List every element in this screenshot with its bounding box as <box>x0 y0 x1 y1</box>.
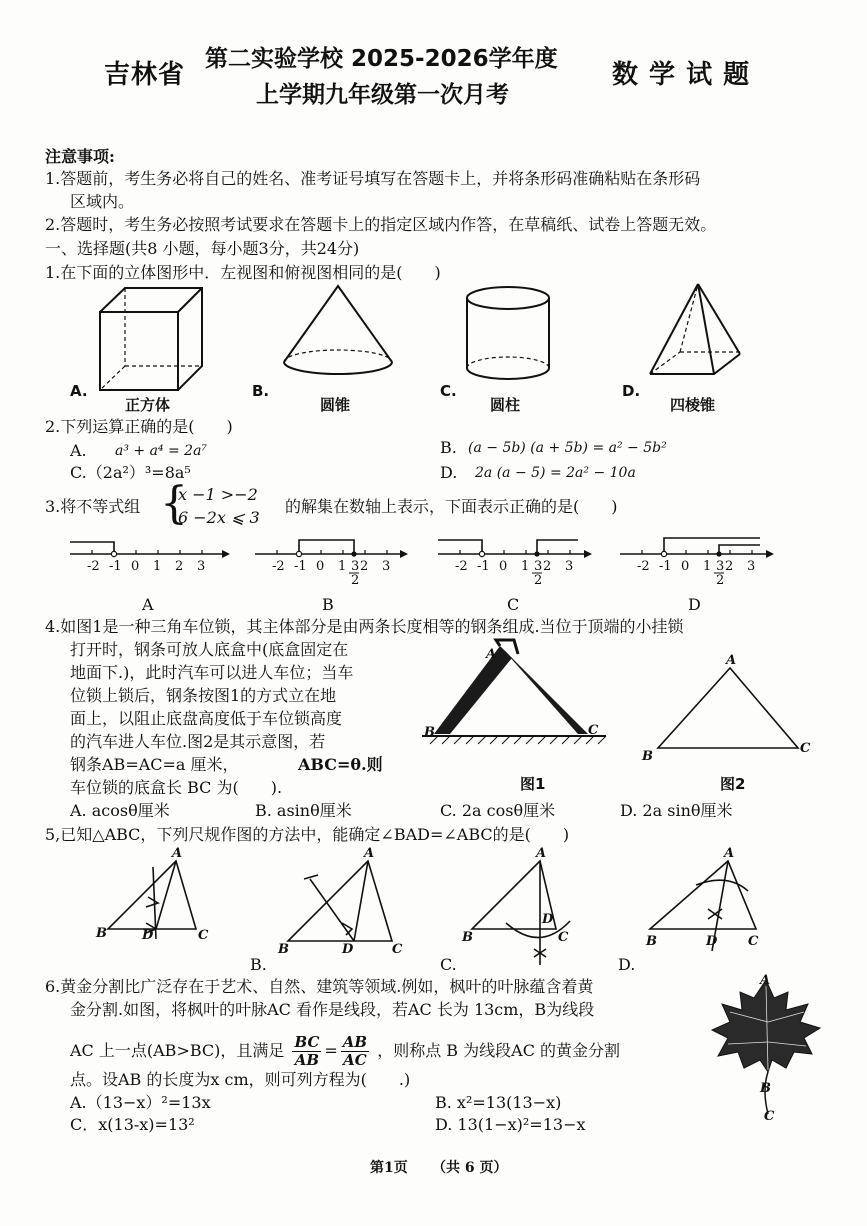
q6-frac2-num: AB <box>342 1033 368 1051</box>
fig-d-label-b: B <box>646 934 657 949</box>
q3-label-a[interactable]: A <box>142 595 154 614</box>
notes-item1-line1: 1.答题前，考生务必将自己的姓名、准考证号填写在答题卡上，并将条形码准确粘贴在条形码 <box>45 169 701 188</box>
maple-leaf-figure <box>708 972 838 1122</box>
q4-line7-b: ABC=θ.则 <box>298 755 383 774</box>
q6-line3-pre: AC 上一点(AB>BC)，且满足 <box>70 1041 285 1060</box>
q6-frac2-den: AC <box>343 1051 367 1069</box>
fig-d-label-d: D <box>706 934 718 949</box>
fig-d-label-c: C <box>748 934 759 949</box>
fig-b-label-d: D <box>342 942 354 957</box>
tick-label: -1 <box>294 559 307 574</box>
q6-frac2 <box>341 1034 369 1069</box>
q6-option-b[interactable]: B. x²=13(13−x) <box>435 1093 562 1112</box>
q4-line8: 车位锁的底盒长 BC 为( ). <box>70 778 283 797</box>
solution-bracket <box>299 540 354 554</box>
q3-label-c[interactable]: C <box>507 595 520 614</box>
header-term-line: 上学期九年级第一次月考 <box>256 82 509 108</box>
q6-line2: 金分割.如图，将枫叶的叶脉AC 看作是线段，若AC 长为 13cm，B为线段 <box>70 1000 595 1019</box>
q4-line2: 打开时，钢条可放人底盒中(底盒固定在 <box>70 640 349 659</box>
q2-option-d-letter[interactable]: D. <box>440 463 458 482</box>
cube-figure <box>100 288 202 390</box>
fig-b-label-c: C <box>392 942 403 957</box>
q4-option-d[interactable]: D. 2a sinθ厘米 <box>620 801 733 820</box>
q6-eq: = <box>324 1041 338 1060</box>
fig2-label-c: C <box>800 741 811 756</box>
tick-label: -2 <box>637 559 650 574</box>
q2-option-a: a³ + a⁴ = 2a⁷ <box>115 443 208 459</box>
tick-label: -2 <box>272 559 285 574</box>
q5-option-d-letter[interactable]: D. <box>618 955 636 974</box>
tick-frac-num: 3 <box>534 559 543 574</box>
q1-option-a-letter[interactable]: A. <box>70 382 88 400</box>
axis-arrow <box>222 550 230 558</box>
q1-option-b-caption: 圆锥 <box>320 396 351 414</box>
tick-label: -1 <box>659 559 672 574</box>
tick-label: 2 <box>725 559 734 574</box>
q1-option-d-caption: 四棱锥 <box>670 396 716 414</box>
fig-c-label-d: D <box>542 912 554 927</box>
endpoint-dot <box>296 551 301 556</box>
q2-option-d: 2a (a − 5) = 2a² − 10a <box>475 465 636 481</box>
q6-frac1 <box>292 1034 321 1069</box>
solution-bracket <box>664 538 760 554</box>
fig-a-label-c: C <box>198 928 209 943</box>
axis-arrow <box>400 550 408 558</box>
q4-line3: 地面下.)，此时汽车可以进人车位；当车 <box>70 663 354 682</box>
q4-line1: 4.如图1是一种三角车位锁，其主体部分是由两条长度相等的钢条组成.当位于顶端的小挂锁 <box>45 617 684 636</box>
q4-line6: 的汽车进人车位.图2是其示意图，若 <box>70 732 326 751</box>
pyramid-figure <box>650 284 740 374</box>
tick-label: 1 <box>703 559 712 574</box>
tick-label: 3 <box>565 559 574 574</box>
q3-ineq1: x −1 >−2 <box>178 485 258 504</box>
notes-heading: 注意事项: <box>45 147 115 166</box>
q4-option-c[interactable]: C. 2a cosθ厘米 <box>440 801 556 820</box>
fig-a-label-b: B <box>96 926 107 941</box>
q1-option-b-letter[interactable]: B. <box>252 382 270 400</box>
q4-fig1-caption: 图1 <box>520 775 546 793</box>
fig-d-label-a: A <box>724 846 735 861</box>
footer-total: （共 6 页） <box>432 1160 508 1176</box>
tick-label: -2 <box>455 559 468 574</box>
q6-line1: 6.黄金分割比广泛存在于艺术、自然、建筑等领域.例如，枫叶的叶脉蕴含着黄 <box>45 977 594 996</box>
tick-label: 3 <box>382 559 391 574</box>
fig-a-label-a: A <box>172 846 183 861</box>
q1-option-c-letter[interactable]: C. <box>440 382 457 400</box>
solution-bracket <box>537 540 578 554</box>
tick-label: 1 <box>521 559 530 574</box>
tick-label: 2 <box>360 559 369 574</box>
fig2-label-a: A <box>726 653 737 668</box>
q1-stem: 1.在下面的立体图形中．左视图和俯视图相同的是( ) <box>45 263 441 282</box>
endpoint-dot <box>111 551 116 556</box>
tick-label: -1 <box>477 559 490 574</box>
q4-line5: 面上，以阻止底盘高度低于车位锁高度 <box>70 709 343 728</box>
tick-label: 0 <box>131 559 140 574</box>
number-line-c <box>438 540 592 588</box>
q4-fig2 <box>640 653 820 764</box>
q5-stem: 5,已知△ABC，下列尺规作图的方法中，能确定∠BAD=∠ABC的是( ) <box>45 825 570 844</box>
q5-figures <box>0 845 867 975</box>
tick-label: 3 <box>747 559 756 574</box>
leaf-label-c: C <box>764 1109 775 1124</box>
q5-option-b-letter[interactable]: B. <box>250 955 267 974</box>
q3-label-b[interactable]: B <box>322 595 334 614</box>
endpoint-dot <box>479 551 484 556</box>
fig1-label-b: B <box>424 725 435 740</box>
q2-option-b: (a − 5b) (a + 5b) = a² − 5b² <box>468 440 667 456</box>
q4-option-a[interactable]: A. acosθ厘米 <box>70 801 170 820</box>
tick-label: 0 <box>316 559 325 574</box>
tick-label: 0 <box>499 559 508 574</box>
q3-stem-pre: 3.将不等式组 <box>45 497 141 516</box>
q4-line4: 位锁上锁后，钢条按图1的方式立在地 <box>70 686 337 705</box>
steel-bar-left <box>434 646 512 734</box>
header-province: 吉林省 <box>104 60 186 90</box>
notes-item1-line2: 区域内。 <box>70 192 135 211</box>
endpoint-dot <box>534 551 539 556</box>
endpoint-dot <box>716 551 721 556</box>
q2-option-b-letter[interactable]: B. <box>440 438 457 457</box>
fig2-label-b: B <box>642 749 653 764</box>
endpoint-dot <box>351 551 356 556</box>
section1-heading: 一、选择题(共8 小题，每小题3分，共24分) <box>45 239 360 258</box>
q6-option-a[interactable]: A.（13−x）²=13x <box>70 1093 211 1112</box>
fig-c-label-b: B <box>462 930 473 945</box>
q4-fig2-caption: 图2 <box>720 775 746 793</box>
q6-frac1-num: BC <box>294 1033 320 1051</box>
q4-fig1 <box>420 640 620 750</box>
q6-option-d[interactable]: D. 13(1−x)²=13−x <box>435 1115 586 1134</box>
tick-frac-den: 2 <box>351 573 360 588</box>
q6-option-c[interactable]: C．x(13-x)=13² <box>70 1115 195 1134</box>
tick-label: 3 <box>197 559 206 574</box>
q4-line7-a: 钢条AB=AC=a 厘米， <box>70 755 239 774</box>
fig-c-label-a: A <box>536 846 547 861</box>
q3-number-lines <box>0 532 867 612</box>
q3-ineq2: 6 −2x ⩽ 3 <box>178 508 260 527</box>
q2-option-c[interactable]: C.（2a²）³=8a⁵ <box>70 463 191 482</box>
cylinder-figure <box>467 287 549 379</box>
q1-option-d-letter[interactable]: D. <box>622 382 641 400</box>
tick-frac-num: 3 <box>351 559 360 574</box>
q6-line3-post: ，则称点 B 为线段AC 的黄金分割 <box>377 1041 621 1060</box>
q2-stem: 2.下列运算正确的是( ) <box>45 417 233 436</box>
solution-bracket <box>719 545 760 554</box>
cone-figure <box>284 286 392 374</box>
tick-frac-num: 3 <box>716 559 725 574</box>
leaf-label-a: A <box>760 973 771 988</box>
q3-stem-post: 的解集在数轴上表示，下面表示正确的是( ) <box>285 497 618 516</box>
q5-option-c-letter[interactable]: C. <box>440 955 457 974</box>
q6-line3 <box>70 1034 620 1069</box>
footer-page: 第1页 <box>370 1160 408 1176</box>
fig-b-label-a: A <box>364 846 375 861</box>
fig-c-label-c: C <box>558 930 569 945</box>
tick-label: 0 <box>681 559 690 574</box>
q1-option-a-caption: 正方体 <box>125 396 171 414</box>
leaf-label-b: B <box>760 1081 771 1096</box>
q2-option-a-letter[interactable]: A. <box>70 441 87 460</box>
tick-frac-den: 2 <box>534 573 543 588</box>
steel-bar-right <box>500 646 588 734</box>
notes-item2: 2.答题时，考生务必按照考试要求在答题卡上的指定区域内作答，在草稿纸、试卷上答题无效。 <box>45 215 717 234</box>
tick-frac-den: 2 <box>716 573 725 588</box>
number-line-a <box>70 542 230 574</box>
tick-label: 2 <box>543 559 552 574</box>
q6-frac1-den: AB <box>294 1051 320 1069</box>
tick-label: 2 <box>175 559 184 574</box>
tick-label: -2 <box>87 559 100 574</box>
number-line-b <box>255 540 408 588</box>
tick-label: -1 <box>109 559 122 574</box>
fig1-label-c: C <box>588 723 599 738</box>
fig-b-label-b: B <box>278 942 289 957</box>
header-subject: 数 学 试 题 <box>612 60 751 90</box>
endpoint-dot <box>661 551 666 556</box>
tick-label: 1 <box>153 559 162 574</box>
fig1-label-a: A <box>486 647 497 662</box>
header-school-line: 第二实验学校 2025-2026学年度 <box>205 46 558 72</box>
number-line-d <box>620 538 774 588</box>
q1-option-c-caption: 圆柱 <box>490 396 521 414</box>
q6-line4: 点。设AB 的长度为x cm，则可列方程为( .) <box>70 1070 411 1089</box>
q3-label-d[interactable]: D <box>688 595 701 614</box>
q4-option-b[interactable]: B. asinθ厘米 <box>255 801 352 820</box>
axis-arrow <box>584 550 592 558</box>
axis-arrow <box>766 550 774 558</box>
q3-brace: { <box>160 478 188 529</box>
tick-label: 1 <box>338 559 347 574</box>
fig-a-label-d: D <box>142 928 154 943</box>
